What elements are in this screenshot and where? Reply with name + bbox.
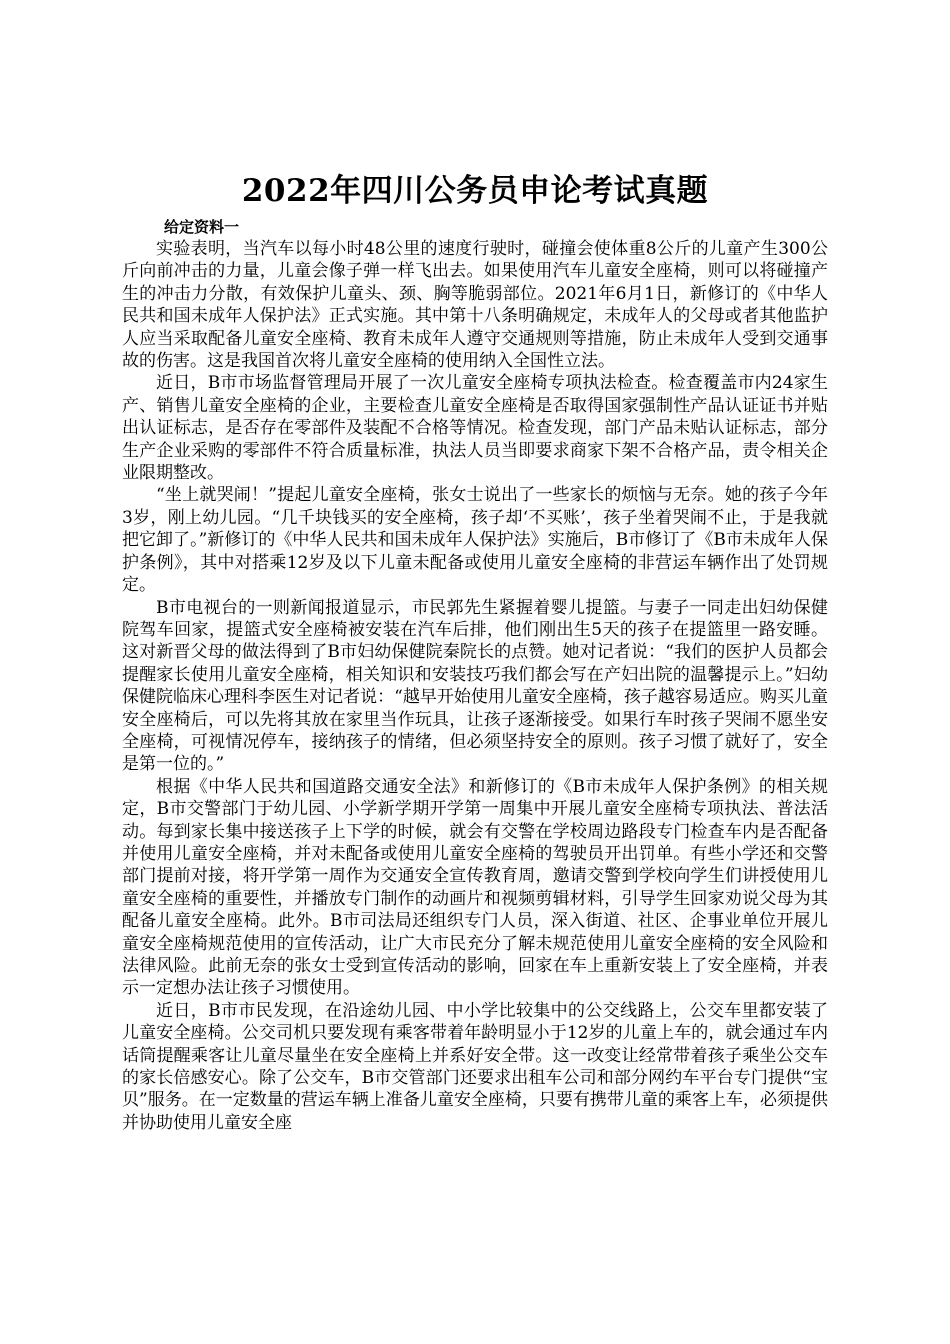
document-title: 2022年四川公务员申论考试真题 <box>241 173 709 209</box>
paragraph-6: 近日，B市市民发现，在沿途幼儿园、中小学比较集中的公交线路上，公交车里都安装了儿童安全座椅。公交司机只要发现有乘客带着年龄明显小于12岁的儿童上车的，就会通过车内话筒提醒乘客让儿童尽量坐在安全座椅上并系好安全带。这一改变让经常带着孩子乘坐公交车的家长倍感安心。除了公交车，B市交管部门还要求出租车公司和部分网约车平台专门提供“宝贝”服务。在一定数量的营运车辆上准备儿童安全座椅，只要有携带儿童的乘客上车，必须提供并协助使用儿童安全座 <box>122 1000 828 1133</box>
section-heading: 给定资料一 <box>164 218 240 236</box>
paragraph-2: 近日，B市市场监督管理局开展了一次儿童安全座椅专项执法检查。检查覆盖市内24家生产、销售儿童安全座椅的企业，主要检查儿童安全座椅是否取得国家强制性产品认证证书并贴出认证标志，是否存在零部件及装配不合格等情况。检查发现，部门产品未贴认证标志，部分生产企业采购的零部件不符合质量标准，执法人员当即要求商家下架不合格产品，责令相关企业限期整改。 <box>122 373 828 484</box>
paragraph-4: B市电视台的一则新闻报道显示，市民郭先生紧握着婴儿提篮。与妻子一同走出妇幼保健院驾车回家，提篮式安全座椅被安装在汽车后排，他们刚出生5天的孩子在提篮里一路安睡。这对新晋父母的做法得到了B市妇幼保健院秦院长的点赞。她对记者说：“我们的医护人员都会提醒家长使用儿童安全座椅，相关知识和安装技巧我们都会写在产妇出院的温馨提示上。”妇幼保健院临床心理科李医生对记者说：“越早开始使用儿童安全座椅，孩子越容易适应。购买儿童安全座椅后，可以先将其放在家里当作玩具，让孩子逐渐接受。如果行车时孩子哭闹不愿坐安全座椅，可视情况停车，接纳孩子的情绪，但必须坚持安全的原则。孩子习惯了就好了，安全是第一位的。” <box>122 597 828 775</box>
paragraph-3: “坐上就哭闹！”提起儿童安全座椅，张女士说出了一些家长的烦恼与无奈。她的孩子今年3岁，刚上幼儿园。“几千块钱买的安全座椅，孩子却‘不买账’，孩子坐着哭闹不止，于是我就把它卸了。”新修订的《中华人民共和国未成年人保护法》实施后，B市修订了《B市未成年人保护条例》，其中对搭乘12岁及以下儿童未配备或使用儿童安全座椅的非营运车辆作出了处罚规定。 <box>122 485 828 596</box>
document-page <box>122 166 828 1134</box>
paragraph-5: 根据《中华人民共和国道路交通安全法》和新修订的《B市未成年人保护条例》的相关规定，B市交警部门于幼儿园、小学新学期开学第一周集中开展儿童安全座椅专项执法、普法活动。每到家长集中接送孩子上下学的时候，就会有交警在学校周边路段专门检查车内是否配备并使用儿童安全座椅，并对未配备或使用儿童安全座椅的驾驶员开出罚单。有些小学还和交警部门提前对接，将开学第一周作为交通安全宣传教育周，邀请交警到学校向学生们讲授使用儿童安全座椅的重要性，并播放专门制作的动画片和视频剪辑材料，引导学生回家劝说父母为其配备儿童安全座椅。此外。B市司法局还组织专门人员，深入街道、社区、企事业单位开展儿童安全座椅规范使用的宣传活动，让广大市民充分了解未规范使用儿童安全座椅的安全风险和法律风险。此前无奈的张女士受到宣传活动的影响，回家在车上重新安装上了安全座椅，并表示一定想办法让孩子习惯使用。 <box>122 776 828 999</box>
paragraph-1: 实验表明，当汽车以每小时48公里的速度行驶时，碰撞会使体重8公斤的儿童产生300公斤向前冲击的力量，儿童会像子弹一样飞出去。如果使用汽车儿童安全座椅，则可以将碰撞产生的冲击力分散，有效保护儿童头、颈、胸等脆弱部位。2021年6月1日，新修订的《中华人民共和国未成年人保护法》正式实施。其中第十八条明确规定，未成年人的父母或者其他监护人应当采取配备儿童安全座椅、教育未成年人遵守交通规则等措施，防止未成年人受到交通事故的伤害。这是我国首次将儿童安全座椅的使用纳入全国性立法。 <box>122 239 828 372</box>
